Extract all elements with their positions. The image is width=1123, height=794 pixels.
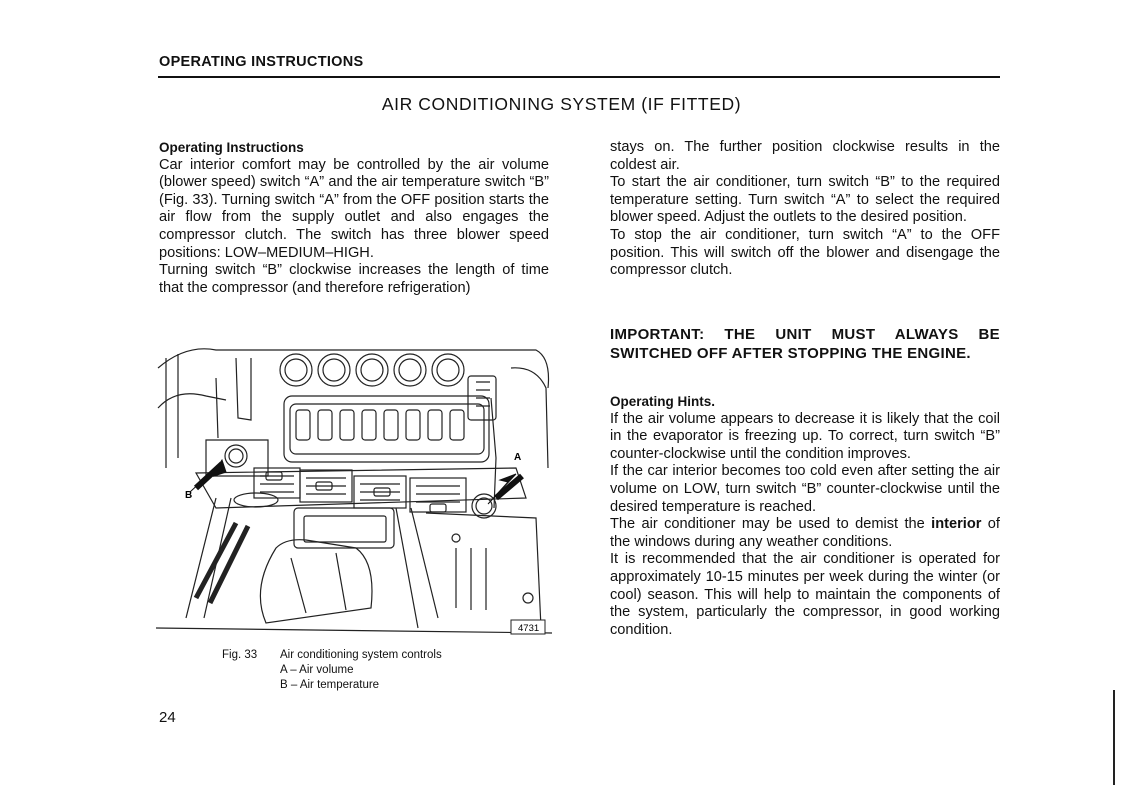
caption-a: A – Air volume: [280, 664, 354, 676]
page-title: AIR CONDITIONING SYSTEM (IF FITTED): [381, 94, 742, 114]
caption-title: Air conditioning system controls: [280, 649, 442, 661]
figure-reference-number: 4731: [518, 623, 540, 634]
hints-paragraph-3: [610, 516, 1000, 551]
hints-paragraph-4: It is recommended that the air conditioner is operated for approximately 10-15 minutes per week during the winter (or cool) season. This will help to maintain the components of the system, particularly the compressor, in good working condition.: [610, 551, 1000, 638]
right-paragraph-3: To stop the air conditioner, turn switch “A” to the OFF position. This will switch off the blower and disengage the compressor clutch.: [610, 226, 1000, 279]
running-head: OPERATING INSTRUCTIONS: [159, 54, 364, 70]
hints-paragraph-2: If the car interior becomes too cold even after setting the air volume on LOW, turn switch “B” counter-clockwise until the desired temperature is reached.: [610, 463, 1000, 515]
header-rule: [158, 76, 1000, 78]
right-column: [610, 139, 1000, 280]
important-warning: IMPORTANT: THE UNIT MUST ALWAYS BE SWITCHED OFF AFTER STOPPING THE ENGINE.: [610, 326, 1000, 362]
right-paragraph-1: stays on. The further position clockwise results in the coldest air.: [610, 139, 1000, 173]
figure-label-a: A: [514, 452, 522, 463]
operating-hints-heading: Operating Hints.: [610, 394, 716, 409]
caption-a-row: [222, 663, 442, 678]
hints-paragraph-3-end: of the windows during any weather conditions.: [610, 516, 1000, 550]
page-number: 24: [159, 709, 176, 726]
left-paragraph-2: Turning switch “B” clockwise increases the length of time that the compressor (and therefore refrigeration): [159, 262, 549, 296]
caption-b-row: [222, 678, 442, 693]
figure-label-b: B: [185, 490, 193, 501]
figure-caption: [222, 648, 442, 693]
left-column: [159, 139, 549, 297]
left-paragraph-1: Car interior comfort may be controlled by the air volume (blower speed) switch “A” and the air temperature switch “B” (Fig. 33). Turning switch “A” from the OFF position starts the air flow from the supply outlet and also engages the compressor clutch. The switch has three blower speed positions: LOW–MEDIUM–HIGH.: [159, 156, 549, 261]
operating-instructions-heading: Operating Instructions: [159, 140, 304, 155]
hints-paragraph-3-bold: interior: [931, 516, 982, 533]
hints-paragraph-3-start: The air conditioner may be used to demist the: [610, 516, 932, 533]
hints-paragraph-1: If the air volume appears to decrease it is likely that the coil in the evaporator is freezing up. To correct, turn switch “B” counter-clockwise until the condition improves.: [610, 410, 1000, 462]
figure-number: Fig. 33: [222, 649, 258, 661]
dashboard-illustration: [156, 348, 552, 638]
caption-title-row: [222, 648, 442, 663]
operating-hints: [610, 393, 1000, 639]
scan-edge-line: [1113, 690, 1115, 785]
caption-b: B – Air temperature: [280, 679, 380, 691]
right-paragraph-2: To start the air conditioner, turn switch “B” to the required temperature setting. Turn switch “A” to select the required blower speed. Adjust the outlets to the desired position.: [610, 174, 1000, 226]
